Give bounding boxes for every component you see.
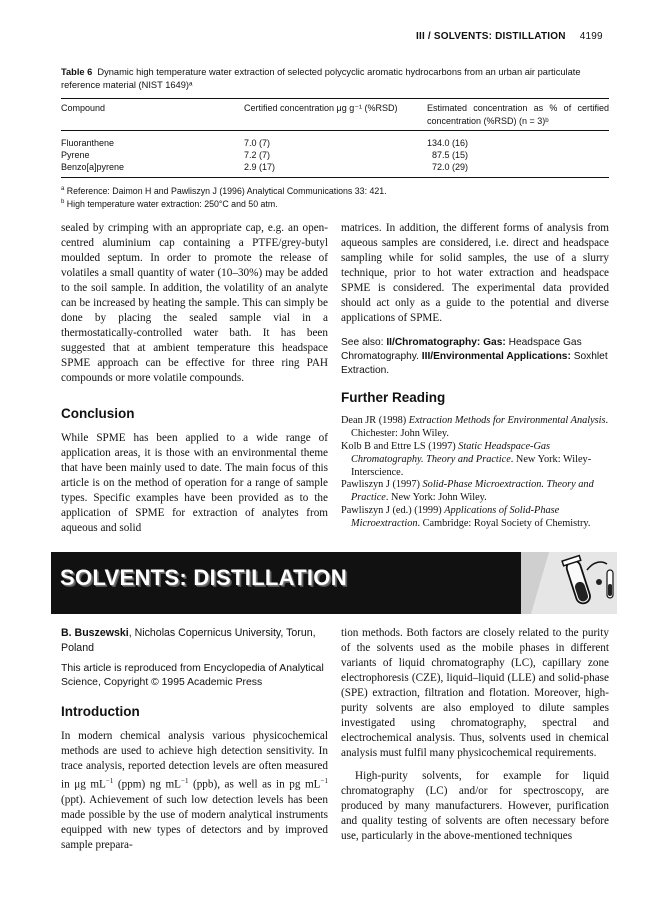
table-bottom-rule [61, 177, 609, 178]
table-cell: Fluoranthene [61, 138, 115, 148]
conclusion-paragraph: While SPME has been applied to a wide range of application areas, it is those with an environmental theme that have been mainly used to date. The main focus of this article is on the method of operation for a range of sample types. Specific examples have been provided as to the application of SPME for extraction of analytes from aqueous and solid [61, 432, 328, 534]
see-also-link[interactable]: II/Chromatography: Gas: [386, 337, 506, 348]
table-cell: 134.0 (16) [427, 138, 469, 148]
reference-item: Kolb B and Ettre LS (1997) Static Headspace-Gas Chromatography. Theory and Practice. New York: Wiley-Interscience. [341, 441, 592, 478]
article-title: SOLVENTS: DISTILLATION [60, 565, 347, 590]
page-number: 4199 [579, 31, 603, 42]
table-header-rule [61, 130, 609, 131]
body-paragraph: High-purity solvents, for example for liquid chromatography (LC) and/or for spectroscopy, are produced by many manufacturers. However, purification and quality testing of solvents are often necessary before use, particularly in the above-mentioned techniques [341, 770, 609, 842]
section-heading-introduction: Introduction [61, 704, 140, 719]
table-footnote-b: $^b$ High temperature water extraction: 250°C and 50 atm. [61, 198, 278, 209]
introduction-paragraph: In modern chemical analysis various physicochemical methods are used to achieve high detection sensitivity. In trace analysis, reported detection levels are often measured in μg $mL^{-1}$ (ppm) ng $mL^{-1}$ (ppb), as well as in pg $mL^{-1}$ (ppt). Achievement of such low detection levels has been made possible by the use of modern analytical instruments equipped with new types of detectors and by improved sample prepara- [61, 730, 328, 851]
see-also-link[interactable]: III/Environmental Applications: [421, 351, 571, 362]
see-also: See also: II/Chromatography: Gas: Headspace Gas Chromatography. III/Environmental Applications: Soxhlet Extraction. [341, 337, 608, 376]
section-heading-conclusion: Conclusion [61, 406, 135, 421]
table-cell: 87.5 (15) [432, 150, 469, 160]
test-tube-icon [521, 552, 617, 614]
table-caption-text: Dynamic high temperature water extraction of selected polycyclic aromatic hydrocarbons from an urban air particulate reference material (NIST 1649)ᵃ [61, 67, 581, 90]
table-cell: 7.0 (7) [244, 138, 271, 148]
table-cell: 72.0 (29) [432, 162, 469, 172]
test-tube-illustration [521, 552, 617, 614]
table-header-estimated: Estimated concentration as % of certified concentration (%RSD) (n = 3)ᵇ [427, 103, 609, 126]
table-top-rule [61, 98, 609, 99]
reference-item: Dean JR (1998) Extraction Methods for Environmental Analysis. Chichester: John Wiley. [341, 415, 609, 439]
body-paragraph: tion methods. Both factors are closely related to the purity of the solvents used as the mobile phases in different variants of liquid chromatography (LC), capillary zone electrophoresis (CZE), liquid–liquid (LLE) and solid-phase (SPE) extraction, filtration and flotation. Moreover, high-purity solvents are also employed to dilute samples investigated using chromatography, spectral and electrochemical analysis. Thus, solvents used in chemical analysis must fulfil many physicochemical requirements. [341, 627, 609, 759]
article-banner [51, 552, 617, 614]
section-heading-further-reading: Further Reading [341, 390, 446, 405]
table-cell: 2.9 (17) [244, 162, 276, 172]
table-header-compound: Compound [61, 103, 106, 113]
body-paragraph: matrices. In addition, the different forms of analysis from aqueous samples are considered, i.e. direct and headspace sampling while for solid samples, the use of a slurry technique, prior to hot water extraction and headspace SPME is considered. The experimental data provided should act only as a guide to the potential and diverse applications of SPME. [341, 222, 609, 324]
table-header-certified: Certified concentration μg g⁻¹ (%RSD) [244, 103, 398, 113]
reproduction-note: This article is reproduced from Encyclopedia of Analytical Science, Copyright © 1995 Academic Press [61, 663, 324, 689]
table-cell: 7.2 (7) [244, 150, 271, 160]
reference-item: Pawliszyn J (1997) Solid-Phase Microextraction. Theory and Practice. New York: John Wiley. [341, 479, 594, 503]
running-header [416, 31, 603, 42]
author-name: B. Buszewski [61, 627, 129, 639]
table-cell: Pyrene [61, 150, 90, 160]
table-cell: Benzo[a]pyrene [61, 162, 125, 172]
body-paragraph: sealed by crimping with an appropriate cap, e.g. an open-centred aluminium cap containing a PTFE/grey-butyl moulded septum. In order to promote the release of volatiles a small quantity of water (10–30%) may be added to the soil sample. In addition, the volatility of an analyte can be increased by heating the sample. This can simply be done by placing the sealed sample vial in a thermostatically-controlled water bath. It has been suggested that at ambient temperature this headspace SPME approach can be effective for three ring PAH compounds or more volatile compounds. [61, 222, 328, 384]
table-caption [61, 66, 609, 92]
header-title: III / SOLVENTS: DISTILLATION [416, 31, 566, 42]
table-label: Table 6 [61, 67, 93, 77]
author-affiliation: B. Buszewski, Nicholas Copernicus University, Torun, Poland [61, 627, 316, 654]
reference-item: Pawliszyn J (ed.) (1999) Applications of Solid-Phase Microextraction. Cambridge: Royal Society of Chemistry. [341, 505, 591, 529]
table-footnote-a: $^a$ Reference: Daimon H and Pawliszyn J (1996) Analytical Communications 33: 421. [61, 185, 387, 196]
